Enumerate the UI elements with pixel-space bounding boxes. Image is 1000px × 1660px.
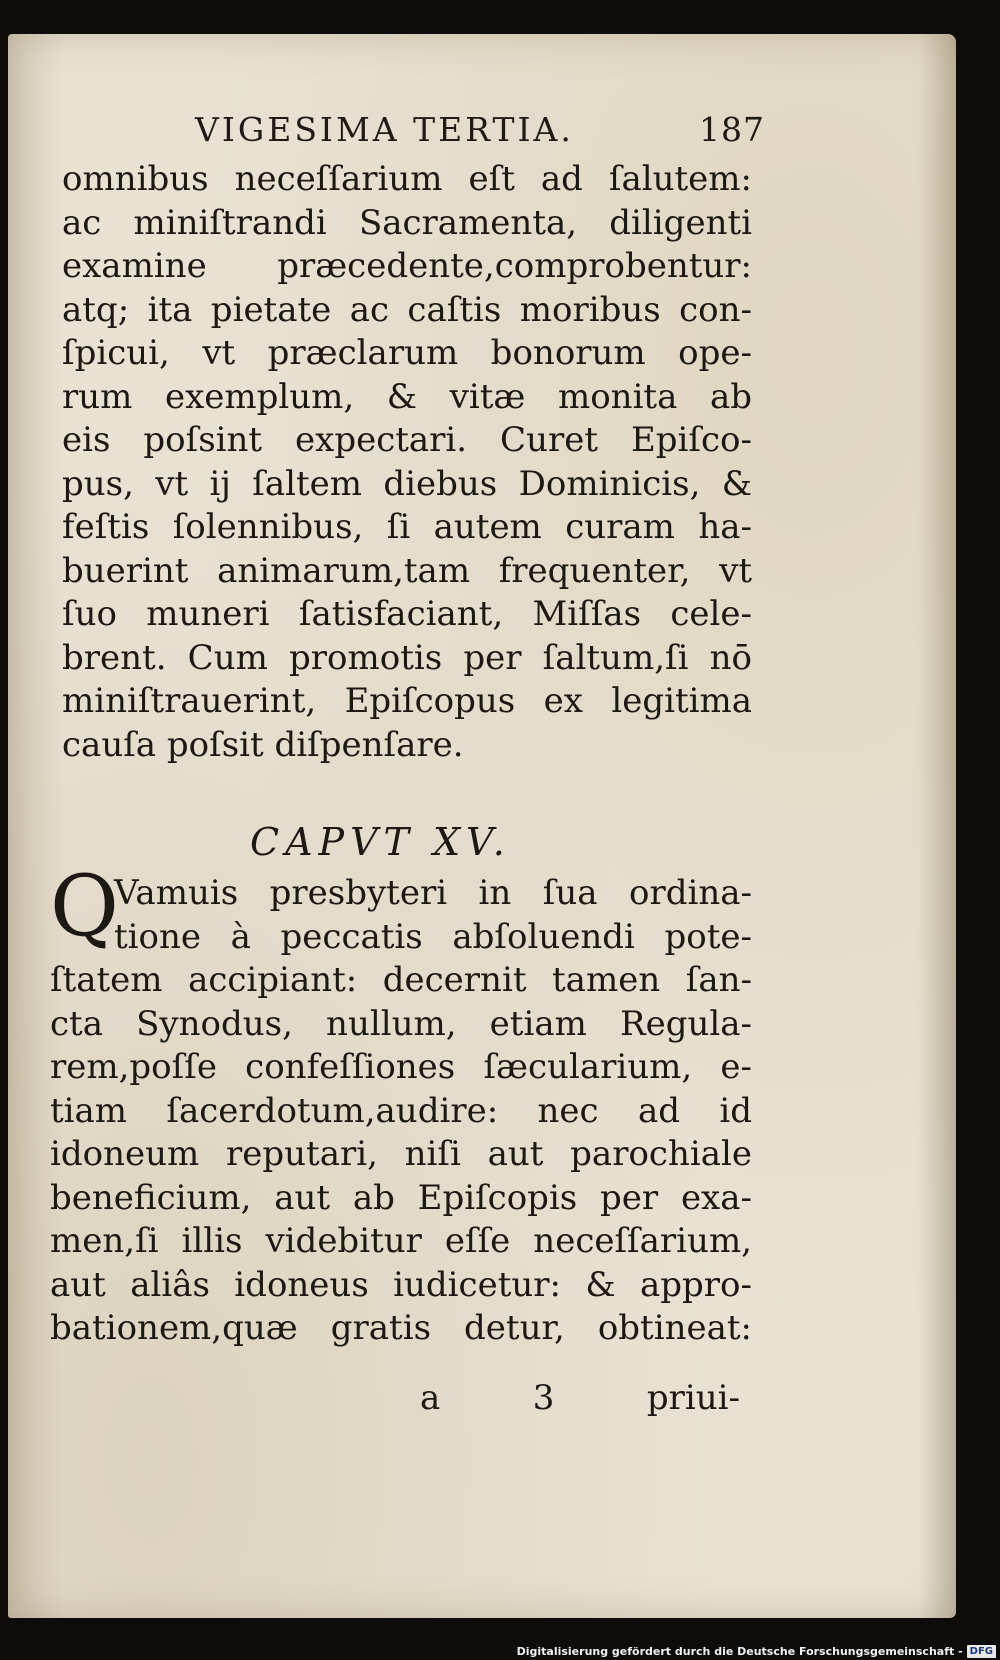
text-line: atq; ita pietate ac caſtis moribus con- xyxy=(62,289,752,330)
text-line: Vamuis presbyteri in ſua ordina- xyxy=(114,873,752,913)
text-line: brent. Cum promotis per ſaltum,ſi nō xyxy=(62,637,752,678)
running-title: VIGESIMA TERTIA. xyxy=(195,110,574,149)
text-line: miniſtrauerint, Epiſcopus ex legitima xyxy=(62,681,752,721)
catchword: priui- xyxy=(646,1378,740,1418)
text-line: beneficium, aut ab Epiſcopis per exa- xyxy=(50,1177,752,1218)
text-line: tiam ſacerdotum,audire: nec ad id xyxy=(50,1090,752,1131)
text-line: rem,poſſe confeſſiones ſæcularium, e- xyxy=(50,1047,752,1087)
text-line: bationem,quæ gratis detur, obtineat: xyxy=(50,1308,752,1348)
signature-number: 3 xyxy=(532,1378,555,1418)
text-line: men,ſi illis videbitur eſſe neceſſarium, xyxy=(50,1221,752,1261)
text-block-1 xyxy=(62,158,752,767)
text-line: omnibus neceſſarium eſt ad ſalutem: xyxy=(62,159,752,199)
text-line: feſtis ſolennibus, ſi autem curam ha- xyxy=(62,507,752,547)
page-number: 187 xyxy=(699,110,765,149)
text-line: buerint animarum,tam frequenter, vt xyxy=(62,550,752,591)
text-line: cta Synodus, nullum, etiam Regula- xyxy=(50,1003,752,1044)
running-header xyxy=(195,110,765,149)
text-line: rum exemplum, & vitæ monita ab xyxy=(62,376,752,417)
text-line: aut aliâs idoneus iudicetur: & appro- xyxy=(50,1264,752,1305)
text-line: tione à peccatis abſoluendi pote- xyxy=(114,916,752,957)
signature-mark: a xyxy=(420,1378,441,1418)
digitization-credit xyxy=(517,1642,996,1660)
text-line: eis poſsint expectari. Curet Epiſco- xyxy=(62,420,752,460)
text-line: ac miniſtrandi Sacramenta, diligenti xyxy=(62,202,752,243)
chapter-heading: CAPVT XV. xyxy=(250,820,511,864)
text-line: pus, vt ij ſaltem diebus Dominicis, & xyxy=(62,463,752,504)
text-line: idoneum reputari, niſi aut parochiale xyxy=(50,1134,752,1174)
text-line: ſuo muneri ſatisfaciant, Miſſas cele- xyxy=(62,594,752,634)
text-block-2 xyxy=(50,872,752,1351)
drop-capital: Q xyxy=(50,857,119,955)
signature-line xyxy=(420,1378,740,1418)
text-line: ſpicui, vt præclarum bonorum ope- xyxy=(62,333,752,373)
text-line: cauſa poſsit diſpenſare. xyxy=(62,724,464,765)
text-line: examine præcedente,comprobentur: xyxy=(62,246,752,286)
credit-text: Digitalisierung gefördert durch die Deutsche Forschungsgemeinschaft - xyxy=(516,1644,963,1658)
text-line: ſtatem accipiant: decernit tamen ſan- xyxy=(50,960,752,1000)
dfg-logo: DFG xyxy=(967,1645,996,1658)
